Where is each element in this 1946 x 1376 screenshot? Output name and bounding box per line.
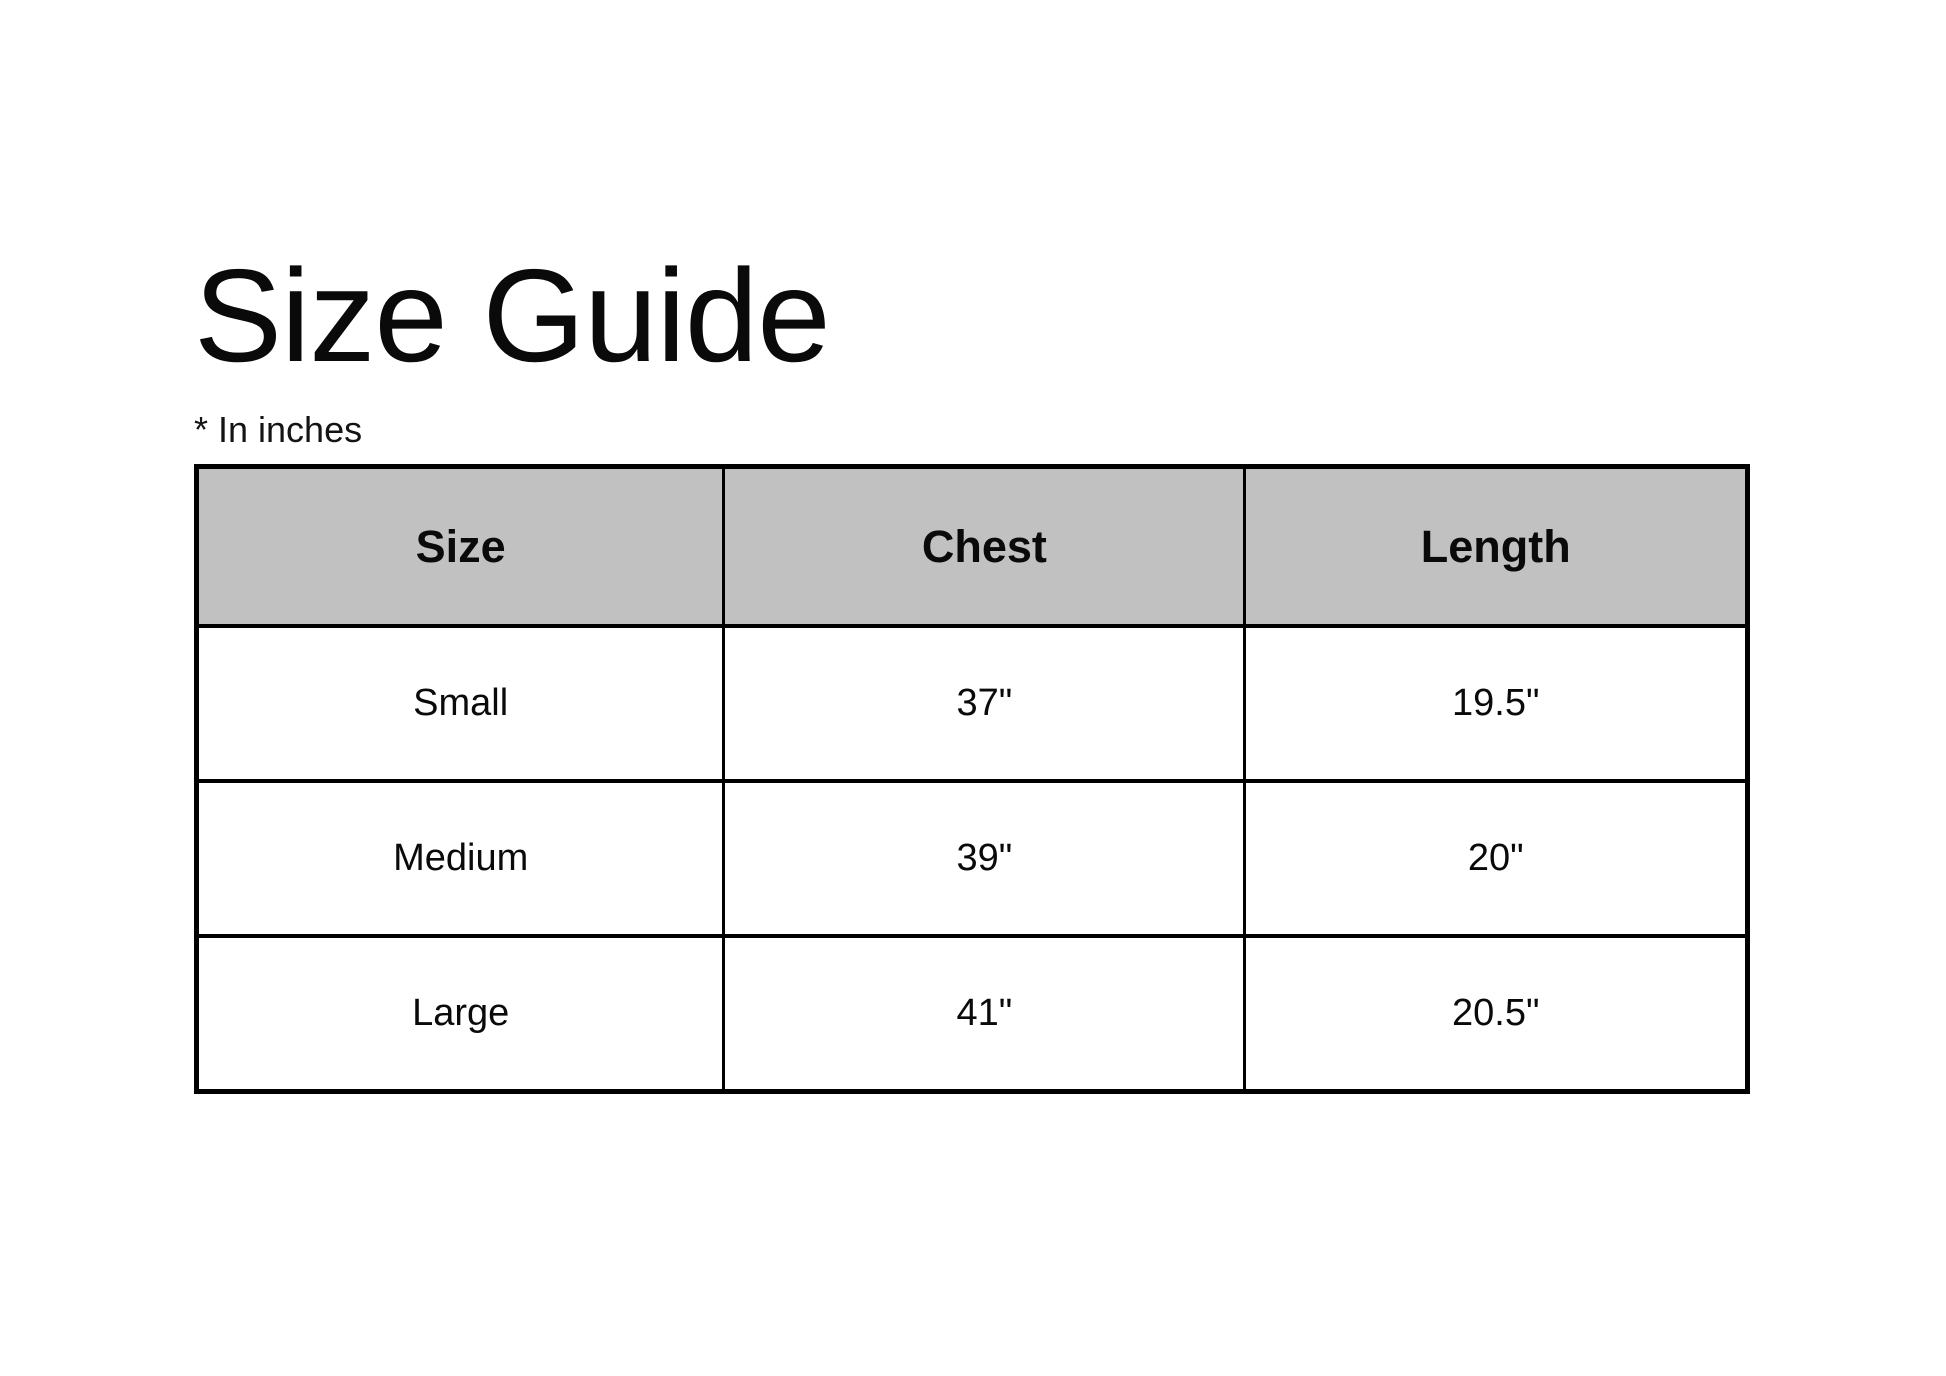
column-header-size: Size (197, 467, 724, 627)
header-row (197, 467, 1748, 627)
table-row-large (197, 936, 1748, 1092)
cell-length: 19.5" (1245, 626, 1748, 781)
column-header-length: Length (1245, 467, 1748, 627)
cell-chest: 37" (724, 626, 1245, 781)
column-header-chest: Chest (724, 467, 1245, 627)
cell-size: Small (197, 626, 724, 781)
size-guide-table (194, 464, 1750, 1094)
page-title: Size Guide (194, 242, 830, 389)
table-row-small (197, 626, 1748, 781)
cell-chest: 39" (724, 781, 1245, 936)
cell-length: 20" (1245, 781, 1748, 936)
table-row-medium (197, 781, 1748, 936)
units-note: * In inches (194, 409, 363, 450)
size-guide-page (194, 0, 1750, 1094)
cell-size: Medium (197, 781, 724, 936)
cell-length: 20.5" (1245, 936, 1748, 1092)
cell-size: Large (197, 936, 724, 1092)
cell-chest: 41" (724, 936, 1245, 1092)
